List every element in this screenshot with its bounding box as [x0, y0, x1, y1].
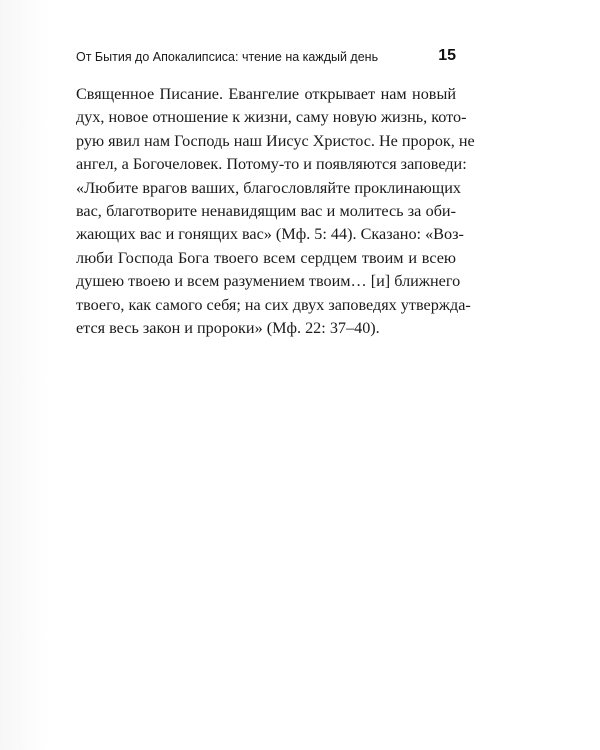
- text-line: вас, благотворите ненавидящим вас и молитесь за оби-: [76, 202, 456, 221]
- text-line: жающих вас и гонящих вас» (Мф. 5: 44). Сказано: «Воз-: [76, 225, 464, 244]
- text-line: «Любите врагов ваших, благословляйте проклинающих: [76, 178, 461, 197]
- text-line: душею твоею и всем разумением твоим… [и] ближнего: [76, 272, 461, 291]
- running-title: От Бытия до Апокалипсиса: чтение на каждый день: [76, 50, 379, 64]
- text-line: дух, новое отношение к жизни, саму новую жизнь, кото-: [76, 108, 467, 127]
- page-edge-shadow: [0, 0, 50, 750]
- body-paragraph: [76, 83, 475, 340]
- text-line: ется весь закон и пророки» (Мф. 22: 37–40).: [76, 319, 380, 338]
- text-line: люби Господа Бога твоего всем сердцем твоим и всею: [76, 248, 456, 267]
- running-header: [76, 47, 456, 67]
- text-line: твоего, как самого себя; на сих двух заповедях утвержда-: [76, 295, 471, 314]
- page-number: 15: [438, 47, 456, 64]
- text-line: Священное Писание. Евангелие открывает нам новый: [76, 85, 456, 103]
- text-line: ангел, а Богочеловек. Потому-то и появляются заповеди:: [76, 155, 467, 174]
- text-line: рую явил нам Господь наш Иисус Христос. Не пророк, не: [76, 131, 475, 150]
